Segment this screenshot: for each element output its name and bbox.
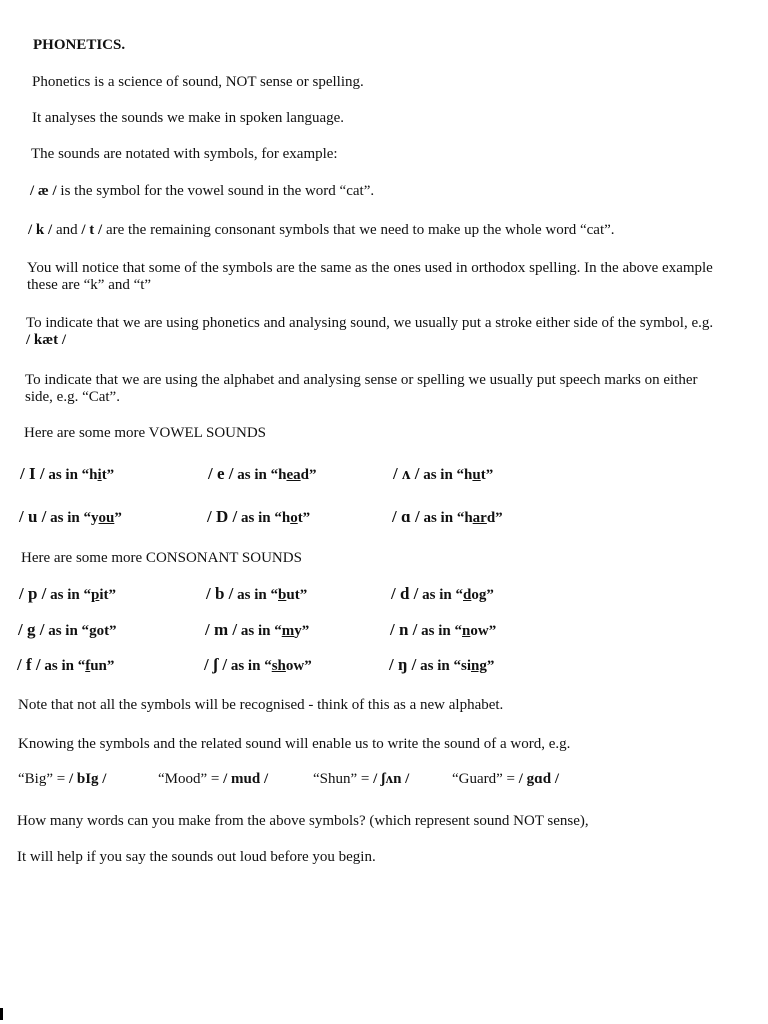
sound-example bbox=[18, 620, 117, 640]
phonetic-symbol: / g / bbox=[18, 620, 45, 639]
paragraph-science: Phonetics is a science of sound, NOT sense or spelling. bbox=[32, 74, 364, 90]
sound-example bbox=[205, 620, 309, 640]
underlined-letters: sh bbox=[271, 658, 286, 674]
paragraph-write-sound: Knowing the symbols and the related sound will enable us to write the sound of a word, e.g. bbox=[18, 736, 571, 752]
paragraph-k-t-symbols bbox=[28, 222, 615, 239]
example-suffix: d” bbox=[486, 510, 503, 526]
phonetic-symbol: / b / bbox=[206, 584, 234, 603]
phonetic-symbol: / m / bbox=[205, 620, 238, 639]
example-prefix: as in “ bbox=[237, 623, 282, 639]
word-phonetic-example bbox=[18, 771, 106, 788]
example-transcription: / bIg / bbox=[68, 771, 107, 787]
consonant-heading: Here are some more CONSONANT SOUNDS bbox=[21, 550, 302, 566]
paragraph-analyses: It analyses the sounds we make in spoken language. bbox=[32, 110, 345, 126]
example-transcription: / mud / bbox=[223, 771, 269, 787]
underlined-letters: i bbox=[97, 467, 102, 483]
sound-example bbox=[19, 584, 116, 604]
example-suffix: ut” bbox=[286, 587, 308, 603]
paragraph-new-alphabet: Note that not all the symbols will be recognised - think of this as a new alphabet. bbox=[18, 697, 504, 713]
example-prefix: as in “h bbox=[419, 510, 473, 526]
example-suffix: y” bbox=[294, 623, 310, 639]
sound-example bbox=[20, 464, 114, 484]
underlined-letters: u bbox=[472, 467, 481, 483]
word-phonetic-example bbox=[452, 771, 559, 788]
example-suffix: ow” bbox=[470, 623, 497, 639]
phonetic-symbol: / ʌ / bbox=[393, 464, 420, 483]
stroke-text: To indicate that we are using phonetics and analysing sound, we usually put a stroke either side of the symbol, e.g. bbox=[26, 315, 714, 331]
example-prefix: as in “ bbox=[227, 658, 272, 674]
sound-example bbox=[390, 620, 496, 640]
example-prefix: as in “ bbox=[46, 587, 92, 603]
sound-example bbox=[391, 584, 494, 604]
example-suffix: d” bbox=[300, 467, 317, 483]
sound-example bbox=[393, 464, 493, 484]
phonetic-symbol: / d / bbox=[391, 584, 419, 603]
example-suffix: ow” bbox=[285, 658, 312, 674]
example-word: “Shun” = bbox=[313, 771, 374, 787]
underlined-letters: n bbox=[462, 623, 471, 639]
example-transcription: / ʃʌn / bbox=[373, 771, 410, 787]
paragraph-how-many: How many words can you make from the above symbols? (which represent sound NOT sense), bbox=[17, 813, 589, 829]
phonetic-symbol: / n / bbox=[390, 620, 418, 639]
underlined-letters: b bbox=[278, 587, 287, 603]
sound-example bbox=[389, 655, 494, 675]
page-title: PHONETICS. bbox=[33, 37, 126, 53]
example-suffix: t” bbox=[480, 467, 494, 483]
example-prefix: as in “ bbox=[44, 623, 90, 639]
example-prefix: as in “ bbox=[233, 587, 279, 603]
underlined-letters: p bbox=[91, 587, 100, 603]
t-symbol: / t / bbox=[81, 222, 103, 238]
example-prefix: as in “h bbox=[237, 510, 291, 526]
paragraph-notated: The sounds are notated with symbols, for example: bbox=[31, 146, 338, 162]
example-suffix: ” bbox=[486, 658, 495, 674]
k-symbol: / k / bbox=[28, 222, 53, 238]
example-prefix: as in “si bbox=[416, 658, 472, 674]
example-suffix: ot” bbox=[96, 623, 117, 639]
phonetic-symbol: / D / bbox=[207, 507, 238, 526]
scan-edge-mark bbox=[0, 1008, 3, 1020]
example-word: “Big” = bbox=[18, 771, 69, 787]
underlined-letters: o bbox=[290, 510, 298, 526]
example-prefix: as in “h bbox=[419, 467, 473, 483]
example-prefix: as in “ bbox=[417, 623, 463, 639]
example-suffix: t” bbox=[101, 467, 115, 483]
paragraph-phonetic-stroke bbox=[26, 315, 716, 349]
example-word: “Guard” = bbox=[452, 771, 519, 787]
underlined-letters: ar bbox=[472, 510, 487, 526]
underlined-letters: ea bbox=[286, 467, 301, 483]
example-prefix: as in “ bbox=[40, 658, 86, 674]
underlined-letters: g bbox=[89, 623, 97, 639]
example-prefix: as in “ bbox=[418, 587, 464, 603]
example-suffix: og” bbox=[471, 587, 494, 603]
sound-example bbox=[19, 507, 122, 527]
example-prefix: as in “y bbox=[46, 510, 99, 526]
example-prefix: as in “h bbox=[233, 467, 287, 483]
underlined-letters: m bbox=[281, 623, 295, 639]
phonetic-symbol: / f / bbox=[17, 655, 41, 674]
paragraph-orthodox-spelling: You will notice that some of the symbols are the same as the ones used in orthodox spelling. In the above example these are “k” and “t” bbox=[27, 260, 713, 293]
paragraph-say-aloud: It will help if you say the sounds out loud before you begin. bbox=[17, 849, 376, 865]
sound-example bbox=[206, 584, 307, 604]
word-phonetic-example bbox=[313, 771, 409, 788]
example-prefix: as in “h bbox=[44, 467, 98, 483]
example-transcription: / gɑd / bbox=[518, 771, 560, 787]
example-suffix: it” bbox=[99, 587, 117, 603]
underlined-letters: ng bbox=[471, 658, 487, 674]
word-phonetic-example bbox=[158, 771, 268, 788]
vowel-heading: Here are some more VOWEL SOUNDS bbox=[24, 425, 267, 441]
phonetic-symbol: / ŋ / bbox=[389, 655, 417, 674]
underlined-letters: f bbox=[85, 658, 91, 674]
phonetic-symbol: / ɑ / bbox=[392, 507, 420, 526]
phonetic-symbol: / p / bbox=[19, 584, 47, 603]
sound-example bbox=[207, 507, 310, 527]
paragraph-ae-symbol bbox=[30, 183, 374, 200]
phonetic-symbol: / I / bbox=[20, 464, 45, 483]
k-t-joiner: and bbox=[52, 222, 82, 238]
sound-example bbox=[204, 655, 312, 675]
ae-description: is the symbol for the vowel sound in the word “cat”. bbox=[56, 183, 375, 199]
paragraph-speech-marks: To indicate that we are using the alphabet and analysing sense or spelling we usually put speech marks on either side, e.g. “Cat”. bbox=[25, 372, 698, 405]
example-suffix: t” bbox=[297, 510, 311, 526]
example-suffix: un” bbox=[90, 658, 115, 674]
phonetic-symbol: / ʃ / bbox=[204, 655, 228, 674]
sound-example bbox=[17, 655, 114, 675]
ae-symbol: / æ / bbox=[30, 183, 57, 199]
underlined-letters: ou bbox=[98, 510, 115, 526]
underlined-letters: d bbox=[463, 587, 472, 603]
k-t-description: are the remaining consonant symbols that we need to make up the whole word “cat”. bbox=[102, 222, 615, 238]
phonetic-symbol: / u / bbox=[19, 507, 47, 526]
sound-example bbox=[208, 464, 316, 484]
sound-example bbox=[392, 507, 503, 527]
example-suffix: ” bbox=[114, 510, 122, 526]
example-word: “Mood” = bbox=[158, 771, 224, 787]
kaet-symbol: / kæt / bbox=[26, 332, 67, 348]
phonetic-symbol: / e / bbox=[208, 464, 234, 483]
